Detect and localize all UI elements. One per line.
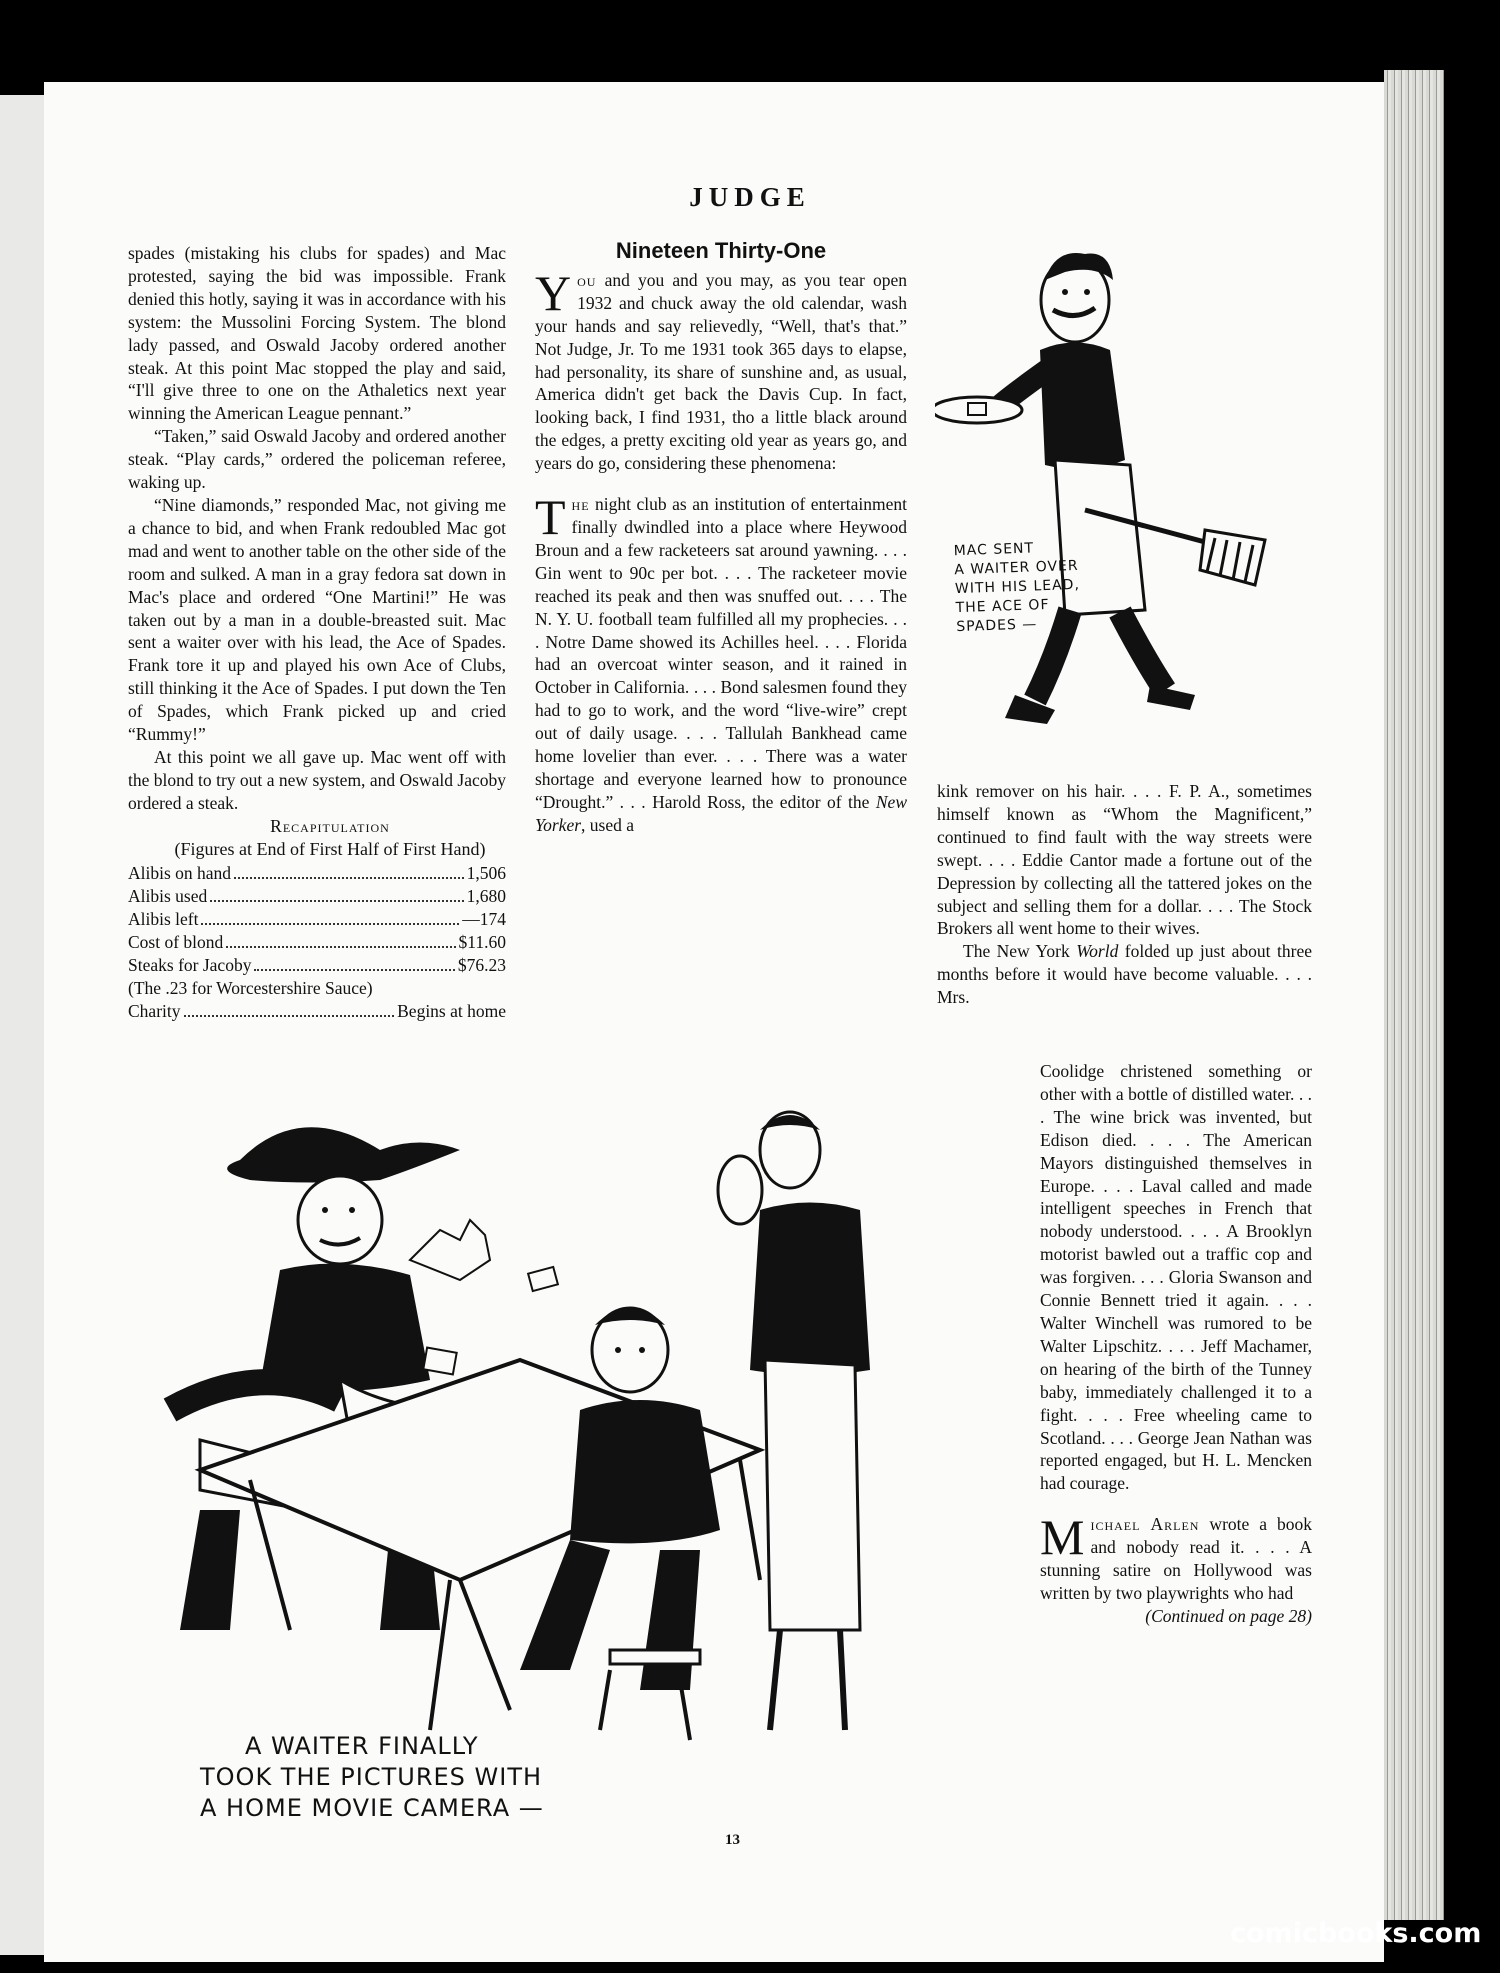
article-column-3 [937, 780, 1312, 1009]
recap-row [128, 885, 506, 908]
recap-value: Begins at home [397, 1000, 506, 1021]
article-column-2 [535, 240, 907, 837]
recap-table [128, 862, 506, 1022]
article-column-3-narrow [1040, 1060, 1312, 1628]
paragraph: “Taken,” said Oswald Jacoby and ordered another steak. “Play cards,” ordered the policeman referee, waking up. [128, 426, 506, 493]
recap-row [128, 931, 506, 954]
masthead: JUDGE [689, 182, 811, 212]
paragraph: Coolidge christened something or other with a bottle of distilled water. . . . The wine brick was invented, but Edison died. . . . The American Mayors distinguished themselves in Europe. . . . Laval called and made intelligent speeches in French that nobody understood. . . . A Brooklyn motorist bawled out a traffic cop and was forgiven. . . . Gloria Swanson and Connie Bennett tried it again. . . . Walter Winchell was rumored to be Walter Lipschitz. . . . Jeff Machamer, on hearing of the birth of the Tunney baby, immediately challenged it to a fight. . . . Free wheeling came to Scotland. . . . George Jean Nathan was reported engaged, but H. L. Mencken had courage. [1040, 1061, 1312, 1494]
recap-row [128, 1000, 506, 1023]
paragraph: The New York World folded up just about three months before it would have become valuable. . . . Mrs. [937, 941, 1312, 1008]
facing-page-edge [0, 95, 47, 1955]
recap-label: Charity [128, 1000, 181, 1021]
card-game-cartoon-illustration [140, 1110, 1020, 1800]
waiter-caption: MAC SENT A WAITER OVER WITH HIS LEAD, THE ACE OF SPADES — [953, 540, 1081, 636]
recap-value: 1,506 [466, 863, 506, 884]
book-page-edges [1384, 70, 1444, 1920]
recap-label: Alibis left [128, 909, 199, 930]
recap-value: —174 [462, 909, 506, 930]
recap-row [128, 954, 506, 977]
paragraph: Michael Arlen wrote a book and nobody read it. . . . A stunning satire on Hollywood was written by two playwrights who had [1040, 1509, 1312, 1603]
watermark: comicbooks.com [1230, 1918, 1482, 1949]
recap-subtitle: (Figures at End of First Half of First Hand) [174, 838, 486, 859]
recap-label: Steaks for Jacoby [128, 955, 252, 976]
article-heading: Nineteen Thirty-One [615, 238, 827, 263]
recap-title: Recapitulation [270, 815, 390, 836]
drop-cap: M [1040, 1509, 1085, 1566]
recap-label: Alibis on hand [128, 863, 232, 884]
recap-label: Alibis used [128, 886, 208, 907]
waiter-cartoon-illustration [935, 240, 1275, 730]
recap-note: (The .23 for Worcestershire Sauce) [128, 978, 373, 998]
paragraph: At this point we all gave up. Mac went off with the blond to try out a new system, and Oswald Jacoby ordered a steak. [128, 746, 506, 813]
recap-value: $76.23 [457, 955, 506, 976]
paragraph: spades (mistaking his clubs for spades) and Mac protested, saying the bid was impossible. Frank denied this hotly, saying it was in accordance with his system: the Mussolini Forcing System. The blond lady passed, and Oswald Jacoby ordered another steak. At this point Mac stopped the play and said, “I'll give three to one on the Athaletics next year winning the American League pennant.” [128, 243, 506, 424]
paragraph: “Nine diamonds,” responded Mac, not giving me a chance to bid, and when Frank redoubled Mac got mad and went to another table on the other side of the room and sulked. A man in a gray fedora sat down in Mac's place and ordered “One Martini!” He was taken out by a man in a double-breasted suit. Mac sent a waiter over with his lead, the Ace of Spades. Frank tore it up and played his own Ace of Clubs, still thinking it the Ace of Spades. I put down the Ten of Spades, which Frank picked up and cried “Rummy!” [128, 494, 506, 745]
recap-value: $11.60 [458, 932, 506, 953]
article-column-1 [128, 242, 506, 1023]
recap-row [128, 908, 506, 931]
camera-caption: A WAITER FINALLY TOOK THE PICTURES WITH A HOME MOVIE CAMERA — [200, 1732, 544, 1822]
paragraph: kink remover on his hair. . . . F. P. A., sometimes himself known as “Whom the Magnificent,” continued to find fault with the way streets were swept. . . . Eddie Cantor made a fortune out of the Depression by collecting all the tattered jokes on the subject and selling them for a dollar. . . . The Stock Brokers all went home to their wives. [937, 781, 1312, 939]
page-number: 13 [725, 1832, 740, 1848]
continued-note: (Continued on page 28) [1145, 1605, 1312, 1626]
recap-row [128, 862, 506, 885]
drop-cap: T [535, 489, 566, 546]
recap-label: Cost of blond [128, 932, 224, 953]
recap-value: 1,680 [466, 886, 506, 907]
paragraph: You and you and you may, as you tear open 1932 and chuck away the old calendar, wash your hands and say relievedly, “Well, that's that.” Not Judge, Jr. To me 1931 took 365 days to elapse, had personality, its share of sunshine and, as usual, America didn't get back the Davis Cup. In fact, looking back, I find 1931, tho a little black around the edges, a pretty exciting old year as years go, and years do go, considering these phenomena: [535, 264, 907, 474]
drop-cap: Y [535, 264, 572, 321]
paragraph: The night club as an institution of entertainment finally dwindled into a place where Heywood Broun and a few racketeers sat around yawning. . . . Gin went to 90c per bot. . . . The racketeer movie reached its peak and then was snuffed out. . . . The N. Y. U. football team fulfilled all my prophecies. . . . Notre Dame showed its Achilles heel. . . . Florida had an overcoat winter season, and it rained in October in California. . . . Bond salesmen found they had to go to work, and the word “live-wire” crept out of daily usage. . . . Tallulah Bankhead came home lovelier than ever. . . . There was a water shortage and everyone learned how to pronounce “Drought.” . . . Harold Ross, the editor of the New Yorker, used a [535, 489, 907, 835]
